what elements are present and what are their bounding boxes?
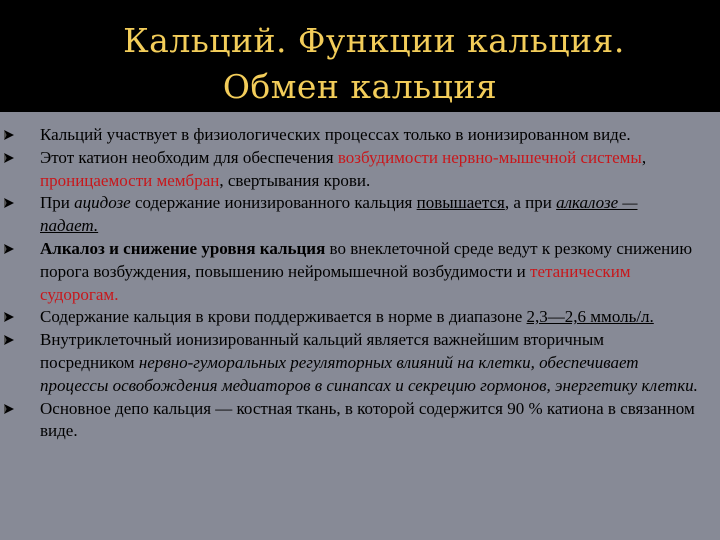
calcium-range: 2,3—2,6 ммоль/л. — [526, 307, 654, 327]
term-alkalosis-bold: Алкалоз и снижение уровня кальция — [40, 238, 326, 258]
square-bullet-icon — [4, 312, 14, 322]
bullet-item — [0, 147, 698, 193]
bullet-text: , — [641, 147, 647, 167]
highlight-membrane-permeability: проницаемости мембран — [40, 170, 220, 190]
bullet-text: Внутриклеточный ионизированный кальций является важнейшим вторичным посредником — [40, 330, 605, 372]
bullet-item — [0, 306, 698, 329]
bullet-item — [0, 398, 698, 444]
bullet-item — [0, 124, 698, 147]
square-bullet-icon — [4, 198, 14, 208]
bullet-item — [0, 238, 698, 306]
square-bullet-icon — [4, 244, 14, 254]
slide-title — [0, 18, 720, 110]
bullet-text: Содержание кальция в крови поддерживается в норме в диапазоне — [40, 307, 527, 327]
term-acidosis: ацидозе — [74, 193, 131, 213]
square-bullet-icon — [4, 404, 14, 414]
bullet-text: . — [114, 284, 119, 304]
title-band — [0, 0, 720, 112]
bullet-item — [0, 192, 698, 238]
bullet-text: Кальций участвует в физиологических процессах только в ионизированном виде. — [40, 125, 631, 144]
square-bullet-icon — [4, 335, 14, 345]
bullet-item — [0, 329, 698, 397]
bullet-list — [0, 112, 720, 443]
highlight-excitability: возбудимости нервно-мышечной системы — [337, 147, 642, 167]
bullet-text: Основное депо кальция — костная ткань, в которой содержится 90 % катиона в связанном виде. — [40, 398, 695, 441]
bullet-text: Этот катион необходим для обеспечения — [40, 147, 338, 167]
content-area — [0, 112, 720, 540]
term-increases: повышается — [416, 193, 505, 213]
bullet-text: При — [40, 193, 75, 213]
title-line-2: Обмен кальция — [222, 67, 498, 106]
bullet-text: во внеклеточной среде ведут к резкому снижению порога возбуждения, повышению нейромышечной возбудимости и — [40, 238, 693, 281]
square-bullet-icon — [4, 130, 14, 140]
title-line-1: Кальций. Функции кальция. — [123, 21, 625, 60]
term-alkalosis-falls: алкалозе — падает. — [40, 193, 638, 236]
square-bullet-icon — [4, 153, 14, 163]
bullet-text: , свертывания крови. — [219, 170, 371, 190]
term-regulatory-influences: нервно-гуморальных регуляторных влияний на клетки, обеспечивает процессы освобождения медиаторов в синапсах и секрецию гормонов, энергетику клетки. — [40, 352, 698, 395]
highlight-tetanic-seizures: тетаническим судорогам — [40, 261, 631, 304]
bullet-text: содержание ионизированного кальция — [130, 193, 417, 213]
bullet-text: , а при — [504, 193, 557, 213]
